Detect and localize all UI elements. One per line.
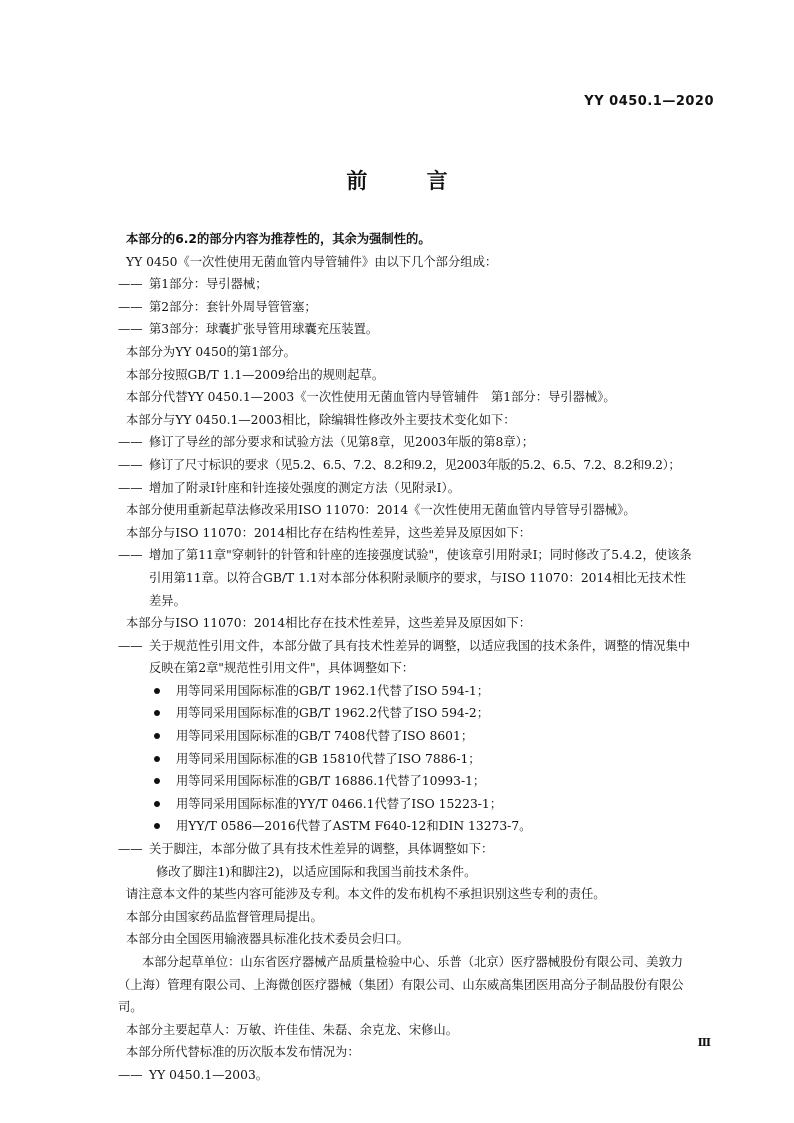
standard-code: YY 0450.1—2020 [584, 94, 714, 109]
paragraph-structural-diff: 本部分与ISO 11070：2014相比存在结构性差异，这些差异及原因如下： [126, 525, 532, 540]
list-item: 用YY/T 0586—2016代替了ASTM F640-12和DIN 13273-7。 [118, 815, 698, 838]
list-item: 用等同采用国际标准的GB/T 16886.1代替了10993-1； [118, 770, 698, 793]
list-item: 用等同采用国际标准的GB 15810代替了ISO 7886-1； [118, 748, 698, 771]
paragraph-adoption: 本部分使用重新起草法修改采用ISO 11070：2014《一次性使用无菌血管内导管导引器械》。 [126, 503, 636, 518]
paragraph-drafting-units: 本部分起草单位：山东省医疗器械产品质量检验中心、乐普（北京）医疗器械股份有限公司、美敦力（上海）管理有限公司、上海微创医疗器械（集团）有限公司、山东威高集团医用高分子制品股份有限公司。 [118, 955, 684, 1015]
paragraph-history-intro: 本部分所代替标准的历次版本发布情况为： [126, 1045, 360, 1060]
foreword-body [118, 228, 698, 1087]
dash-marker: —— [118, 277, 143, 292]
dash-marker: —— [118, 435, 143, 450]
paragraph-part-statement: 本部分为YY 0450的第1部分。 [126, 344, 296, 359]
list-item-normative-references: —— 关于规范性引用文件，本部分做了具有技术性差异的调整，以适应我国的技术条件，调整的情况集中反映在第2章"规范性引用文件"，具体调整如下： [118, 635, 698, 680]
list-item-history: —— YY 0450.1—2003。 [118, 1064, 698, 1087]
paragraph-technical-diff: 本部分与ISO 11070：2014相比存在技术性差异，这些差异及原因如下： [126, 616, 532, 631]
dash-marker: —— [118, 322, 143, 337]
dash-marker: —— [118, 457, 143, 472]
dash-marker: —— [118, 548, 143, 563]
dash-marker: —— [118, 1067, 143, 1082]
paragraph-changes-intro: 本部分与YY 0450.1—2003相比，除编辑性修改外主要技术变化如下： [126, 412, 516, 427]
paragraph-recommended-clause: 本部分的6.2的部分内容为推荐性的，其余为强制性的。 [126, 232, 431, 246]
page-number: Ⅲ [697, 1036, 710, 1049]
dash-marker: —— [118, 299, 143, 314]
list-item-part-2: —— 第2部分：套针外周导管管塞； [118, 296, 698, 319]
list-item-change-3: —— 增加了附录I针座和针连接处强度的测定方法（见附录I）。 [118, 477, 698, 500]
list-item-part-3: —— 第3部分：球囊扩张导管用球囊充压装置。 [118, 318, 698, 341]
footnote-detail: 修改了脚注1)和脚注2)，以适应国际和我国当前技术条件。 [156, 864, 477, 879]
list-item-change-2: —— 修订了尺寸标识的要求（见5.2、6.5、7.2、8.2和9.2，见2003年版的5.2、6.5、7.2、8.2和9.2）； [118, 454, 698, 477]
paragraph-patent-notice: 请注意本文件的某些内容可能涉及专利。本文件的发布机构不承担识别这些专利的责任。 [126, 887, 606, 902]
list-item: 用等同采用国际标准的GB/T 7408代替了ISO 8601； [118, 725, 698, 748]
reference-replacement-list [118, 680, 698, 838]
paragraph-composition: YY 0450《一次性使用无菌血管内导管辅件》由以下几个部分组成： [126, 254, 498, 269]
paragraph-drafting-rules: 本部分按照GB/T 1.1—2009给出的规则起草。 [126, 367, 385, 382]
list-item-footnotes: —— 关于脚注，本部分做了具有技术性差异的调整，具体调整如下： [118, 838, 698, 861]
dash-marker: —— [118, 638, 143, 653]
paragraph-proposed-by: 本部分由国家药品监督管理局提出。 [126, 909, 323, 924]
paragraph-under-jurisdiction: 本部分由全国医用输液器具标准化技术委员会归口。 [126, 932, 409, 947]
list-item: 用等同采用国际标准的YY/T 0466.1代替了ISO 15223-1； [118, 793, 698, 816]
list-item-part-1: —— 第1部分：导引器械； [118, 273, 698, 296]
dash-marker: —— [118, 842, 143, 857]
paragraph-drafters: 本部分主要起草人：万敏、许佳佳、朱磊、余克龙、宋修山。 [126, 1022, 459, 1037]
dash-marker: —— [118, 480, 143, 495]
list-item-change-1: —— 修订了导丝的部分要求和试验方法（见第8章，见2003年版的第8章）； [118, 431, 698, 454]
list-item: 用等同采用国际标准的GB/T 1962.1代替了ISO 594-1； [118, 680, 698, 703]
page-title: 前 言 [346, 169, 474, 193]
list-item-structural-diff: —— 增加了第11章"穿刺针的针管和针座的连接强度试验"，使该章引用附录I；同时修改了5.4.2，使该条引用第11章。以符合GB/T 1.1对本部分体积附录顺序的要求，与ISO 11070：2014相比无技术性差异。 [118, 544, 698, 612]
paragraph-replaces: 本部分代替YY 0450.1—2003《一次性使用无菌血管内导管辅件 第1部分：导引器械》。 [126, 390, 616, 405]
list-item: 用等同采用国际标准的GB/T 1962.2代替了ISO 594-2； [118, 702, 698, 725]
